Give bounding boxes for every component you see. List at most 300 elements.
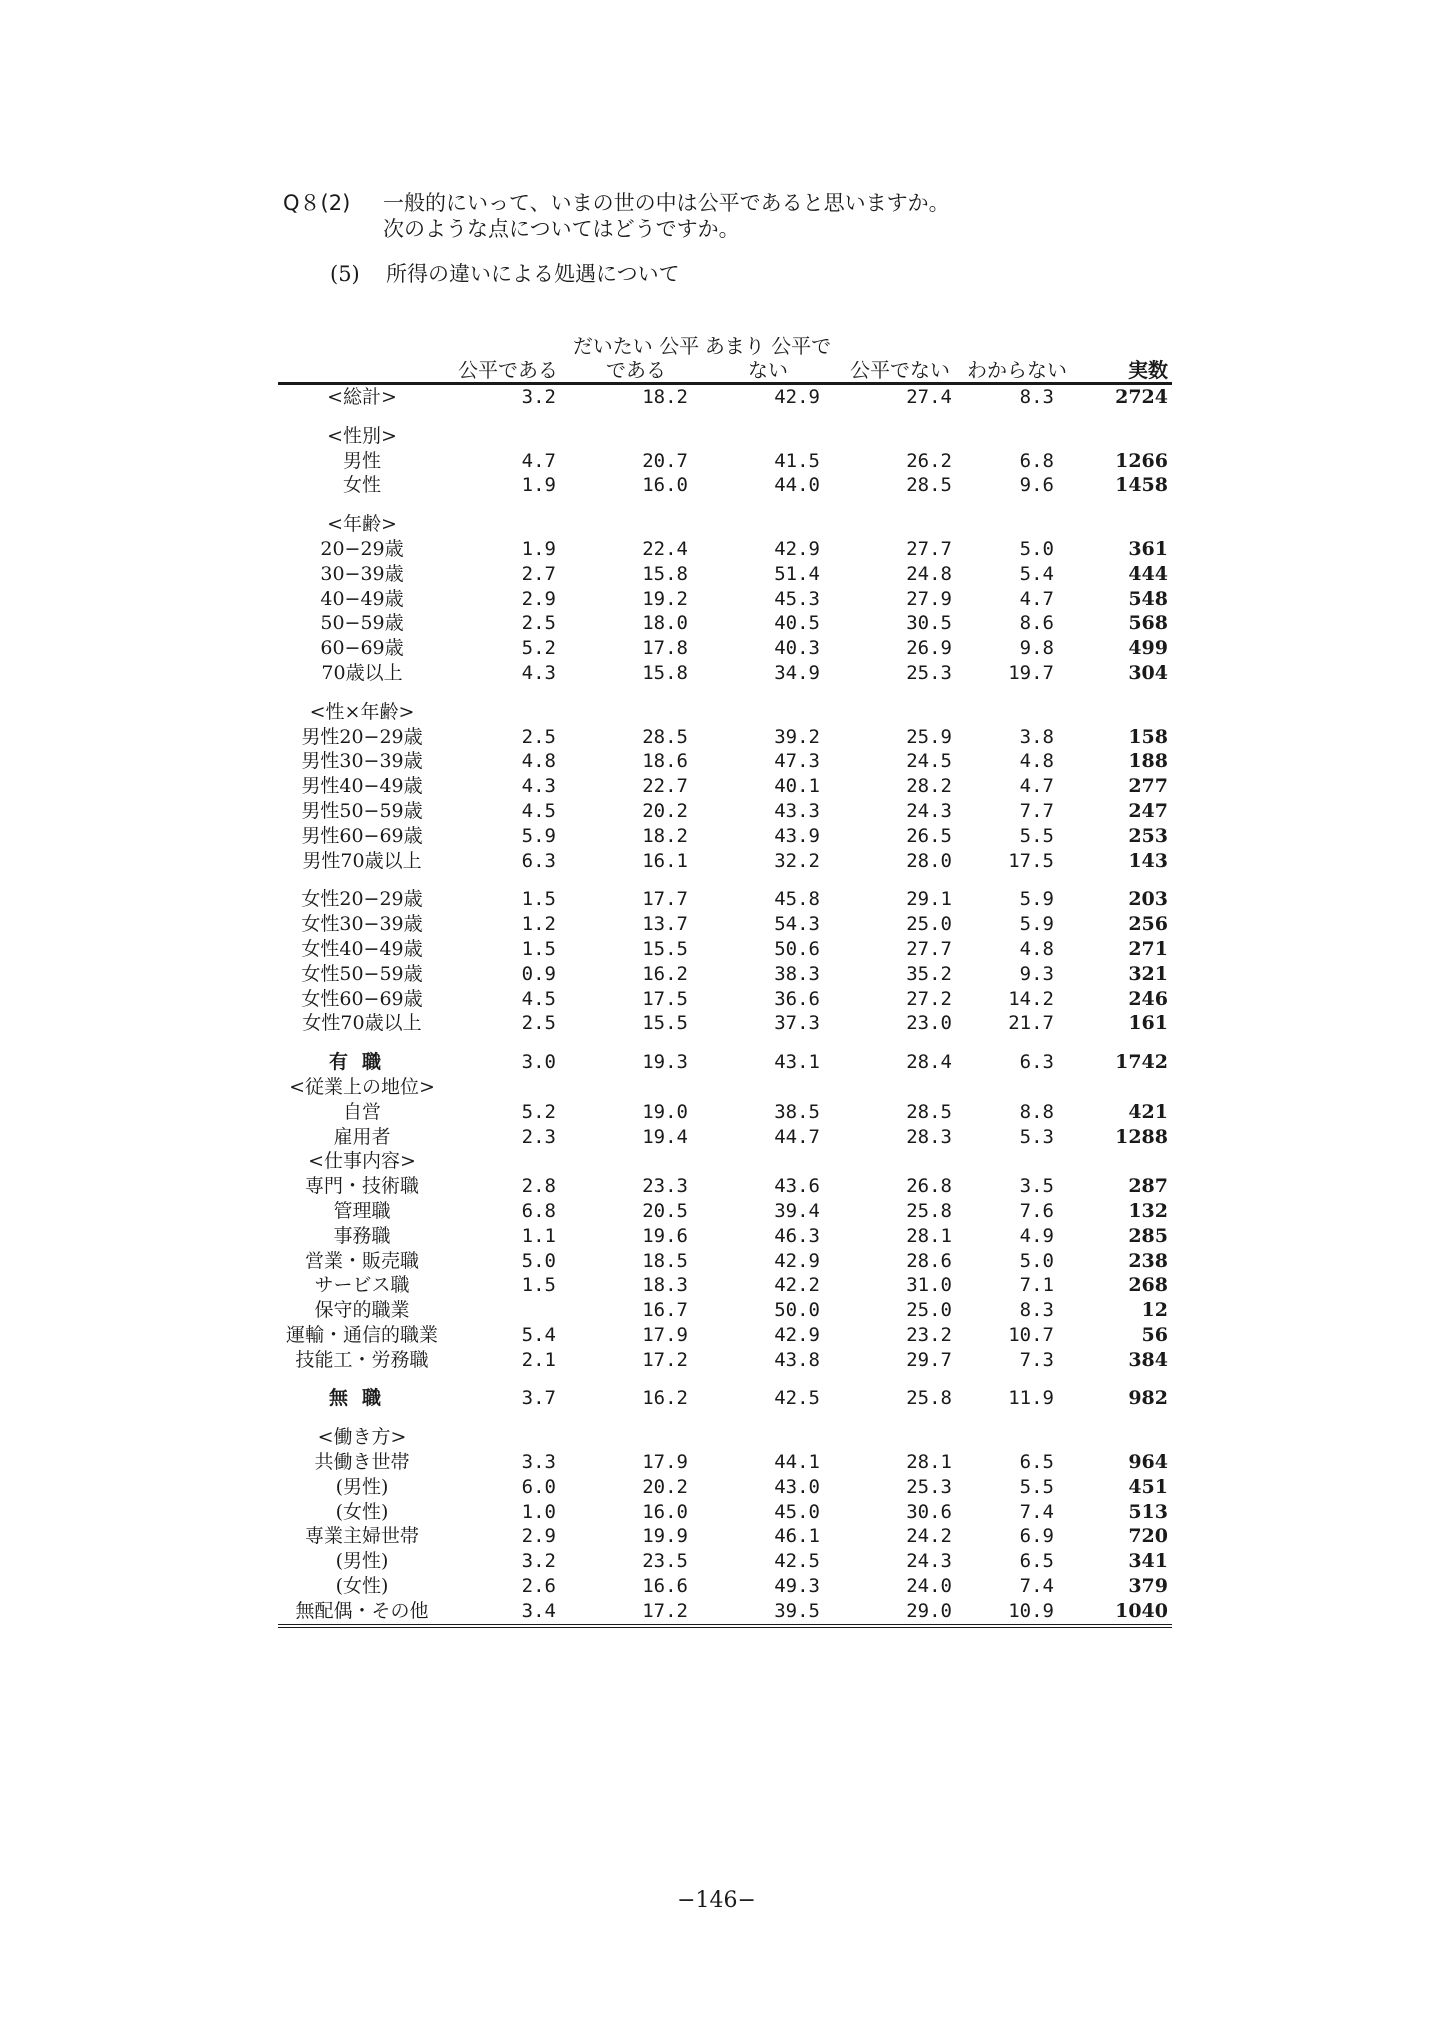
row-label: 20−29歳 bbox=[320, 537, 404, 560]
cell-count: 285 bbox=[1128, 1224, 1168, 1247]
cell-c3: 39.5 bbox=[774, 1599, 820, 1622]
cell-c4: 24.2 bbox=[906, 1525, 952, 1548]
cell-c1: 1.1 bbox=[521, 1224, 556, 1247]
cell-c4: 26.2 bbox=[906, 449, 952, 472]
cell-c2 bbox=[570, 1149, 702, 1174]
cell-c2: 13.7 bbox=[642, 913, 688, 936]
row-label: <総計> bbox=[327, 386, 397, 408]
cell-c1: 2.1 bbox=[521, 1348, 556, 1371]
cell-c4 bbox=[834, 424, 966, 449]
cell-c4: 24.8 bbox=[906, 562, 952, 585]
cell-c2: 16.0 bbox=[642, 474, 688, 497]
cell-c3: 39.2 bbox=[774, 725, 820, 748]
table-row bbox=[278, 799, 1172, 824]
cell-c1: 3.4 bbox=[521, 1599, 556, 1622]
cell-c1: 5.0 bbox=[521, 1249, 556, 1272]
cell-c3: 43.0 bbox=[774, 1475, 820, 1498]
cell-count: 246 bbox=[1128, 987, 1168, 1010]
row-label: 女性40−49歳 bbox=[301, 937, 423, 960]
row-label: 自営 bbox=[342, 1100, 381, 1123]
row-label: 30−39歳 bbox=[320, 562, 404, 585]
cell-c1: 5.4 bbox=[521, 1323, 556, 1346]
cell-c4: 25.0 bbox=[906, 1299, 952, 1322]
cell-c2: 22.4 bbox=[642, 537, 688, 560]
cell-c3: 42.9 bbox=[774, 386, 820, 408]
row-label: 男性20−29歳 bbox=[301, 725, 423, 748]
cell-c1: 2.5 bbox=[521, 725, 556, 748]
cell-c3: 32.2 bbox=[774, 849, 820, 872]
cell-c3: 42.2 bbox=[774, 1274, 820, 1297]
cell-c5: 9.8 bbox=[1019, 637, 1054, 660]
cell-count bbox=[1068, 512, 1172, 537]
cell-c1: 1.2 bbox=[521, 913, 556, 936]
table-row bbox=[278, 1125, 1172, 1150]
cell-c1: 2.7 bbox=[521, 562, 556, 585]
table-row bbox=[278, 562, 1172, 587]
cell-c3: 40.3 bbox=[774, 637, 820, 660]
spacer-row bbox=[278, 873, 1172, 887]
cell-c4: 35.2 bbox=[906, 962, 952, 985]
cell-c5: 9.6 bbox=[1019, 474, 1054, 497]
cell-c2: 18.3 bbox=[642, 1274, 688, 1297]
table-row bbox=[278, 1500, 1172, 1525]
spacer-row bbox=[278, 410, 1172, 424]
table-row bbox=[278, 1323, 1172, 1348]
cell-c3: 42.9 bbox=[774, 1249, 820, 1272]
cell-c1 bbox=[446, 512, 570, 537]
cell-count: 2724 bbox=[1115, 386, 1168, 408]
cell-count: 548 bbox=[1128, 587, 1168, 610]
cell-c1: 3.2 bbox=[521, 1550, 556, 1573]
cell-c4: 30.6 bbox=[906, 1500, 952, 1523]
cell-count: 287 bbox=[1128, 1175, 1168, 1198]
cell-c3: 38.3 bbox=[774, 962, 820, 985]
cell-count: 1742 bbox=[1115, 1051, 1168, 1074]
cell-c5: 3.8 bbox=[1019, 725, 1054, 748]
spacer-row bbox=[278, 1411, 1172, 1425]
row-label: 女性70歳以上 bbox=[302, 1012, 422, 1035]
cell-c4: 25.3 bbox=[906, 1475, 952, 1498]
cell-c5: 6.5 bbox=[1019, 1550, 1054, 1573]
table-row bbox=[278, 1599, 1172, 1626]
cell-c3: 47.3 bbox=[774, 750, 820, 773]
cell-c5: 5.5 bbox=[1019, 824, 1054, 847]
cell-c1 bbox=[446, 1298, 570, 1323]
cell-c4: 28.1 bbox=[906, 1451, 952, 1474]
cell-c4: 28.2 bbox=[906, 775, 952, 798]
row-label: (女性) bbox=[335, 1575, 389, 1598]
header-c5: わからない bbox=[967, 358, 1067, 382]
sub-question-text: 所得の違いによる処遇について bbox=[386, 262, 680, 286]
cell-c3: 37.3 bbox=[774, 1012, 820, 1035]
cell-c1: 4.3 bbox=[521, 775, 556, 798]
spacer-row bbox=[278, 498, 1172, 512]
cell-c3: 51.4 bbox=[774, 562, 820, 585]
cell-c3: 42.5 bbox=[774, 1550, 820, 1573]
cell-c2: 17.2 bbox=[642, 1599, 688, 1622]
header-label-col bbox=[278, 328, 446, 384]
cell-c4: 25.9 bbox=[906, 725, 952, 748]
cell-c4: 24.3 bbox=[906, 1550, 952, 1573]
cell-c4: 24.5 bbox=[906, 750, 952, 773]
row-label: 女性60−69歳 bbox=[301, 987, 423, 1010]
cell-c2: 19.0 bbox=[642, 1100, 688, 1123]
header-count: 実数 bbox=[1128, 358, 1168, 382]
cell-count: 321 bbox=[1128, 962, 1168, 985]
row-label: <性別> bbox=[327, 424, 397, 447]
cell-c4: 28.6 bbox=[906, 1249, 952, 1272]
cell-c5: 3.5 bbox=[1019, 1175, 1054, 1198]
cell-c3: 40.1 bbox=[774, 775, 820, 798]
cell-c2: 16.6 bbox=[642, 1575, 688, 1598]
cell-c5: 6.5 bbox=[1019, 1451, 1054, 1474]
cell-c1: 1.9 bbox=[521, 537, 556, 560]
cell-c5: 6.9 bbox=[1019, 1525, 1054, 1548]
cell-c4: 28.0 bbox=[906, 849, 952, 872]
sub-question-number: (5) bbox=[330, 262, 360, 286]
row-label: 管理職 bbox=[333, 1199, 391, 1222]
cell-count: 304 bbox=[1128, 661, 1168, 684]
cell-c1 bbox=[446, 424, 570, 449]
row-label: 男性40−49歳 bbox=[301, 775, 423, 798]
cell-c1: 3.3 bbox=[521, 1451, 556, 1474]
cell-c5 bbox=[966, 1075, 1068, 1100]
cell-c4: 28.5 bbox=[906, 474, 952, 497]
cell-c2: 18.2 bbox=[642, 824, 688, 847]
table-row bbox=[278, 1273, 1172, 1298]
table-row bbox=[278, 537, 1172, 562]
cell-c2: 17.9 bbox=[642, 1451, 688, 1474]
sub-question bbox=[330, 258, 680, 288]
row-label: 保守的職業 bbox=[314, 1299, 410, 1322]
cell-c3: 49.3 bbox=[774, 1575, 820, 1598]
spacer-cell bbox=[278, 498, 1172, 512]
table-row bbox=[278, 1249, 1172, 1274]
cell-c2: 20.2 bbox=[642, 1475, 688, 1498]
cell-c1: 4.5 bbox=[521, 987, 556, 1010]
cell-c2: 16.7 bbox=[642, 1299, 688, 1322]
row-label: 技能工・労務職 bbox=[295, 1348, 429, 1371]
table-row bbox=[278, 912, 1172, 937]
cell-c4 bbox=[834, 700, 966, 725]
cell-count: 384 bbox=[1128, 1348, 1168, 1371]
cell-c3 bbox=[702, 1075, 834, 1100]
cell-count bbox=[1068, 424, 1172, 449]
table-row bbox=[278, 749, 1172, 774]
table-header-row bbox=[278, 328, 1172, 384]
cell-c5: 11.9 bbox=[1008, 1387, 1054, 1410]
cell-c5: 5.9 bbox=[1019, 913, 1054, 936]
row-label: <従業上の地位> bbox=[289, 1075, 435, 1098]
table-row bbox=[278, 937, 1172, 962]
cell-c3: 39.4 bbox=[774, 1199, 820, 1222]
cell-count: 568 bbox=[1128, 612, 1168, 635]
cell-c1: 2.9 bbox=[521, 1525, 556, 1548]
table-row bbox=[278, 887, 1172, 912]
cell-count: 188 bbox=[1128, 750, 1168, 773]
cell-c1: 2.3 bbox=[521, 1125, 556, 1148]
row-label: 女性20−29歳 bbox=[301, 888, 423, 911]
row-label: <性×年齢> bbox=[309, 700, 415, 723]
cell-c2: 16.2 bbox=[642, 962, 688, 985]
cell-c3: 44.1 bbox=[774, 1451, 820, 1474]
row-label: 男性70歳以上 bbox=[302, 849, 422, 872]
table-row bbox=[278, 700, 1172, 725]
cell-c2: 18.5 bbox=[642, 1249, 688, 1272]
table-row bbox=[278, 1050, 1172, 1075]
table-row bbox=[278, 611, 1172, 636]
cell-c1: 4.5 bbox=[521, 799, 556, 822]
cell-c4: 27.9 bbox=[906, 587, 952, 610]
cell-c3: 42.9 bbox=[774, 1323, 820, 1346]
cell-c4: 29.0 bbox=[906, 1599, 952, 1622]
cell-c5: 10.7 bbox=[1008, 1323, 1054, 1346]
cell-c4 bbox=[834, 1425, 966, 1450]
cell-c2: 16.0 bbox=[642, 1500, 688, 1523]
cell-c3: 46.1 bbox=[774, 1525, 820, 1548]
table-row bbox=[278, 1100, 1172, 1125]
cell-c5: 8.3 bbox=[1019, 386, 1054, 408]
row-label: 無配偶・その他 bbox=[295, 1599, 429, 1622]
cell-c4: 24.0 bbox=[906, 1575, 952, 1598]
cell-c5: 7.7 bbox=[1019, 799, 1054, 822]
spacer-cell bbox=[278, 1411, 1172, 1425]
cell-c4: 25.3 bbox=[906, 661, 952, 684]
cell-c1 bbox=[446, 700, 570, 725]
cell-c1: 5.2 bbox=[521, 1100, 556, 1123]
cell-count: 56 bbox=[1141, 1323, 1168, 1346]
cell-c3: 45.0 bbox=[774, 1500, 820, 1523]
cell-c3: 43.9 bbox=[774, 824, 820, 847]
row-label: 共働き世帯 bbox=[314, 1451, 410, 1474]
row-label: <働き方> bbox=[317, 1426, 407, 1449]
table-row bbox=[278, 384, 1172, 410]
cell-c5: 19.7 bbox=[1008, 661, 1054, 684]
cell-c1: 6.0 bbox=[521, 1475, 556, 1498]
cell-count: 1266 bbox=[1115, 449, 1168, 472]
cell-c4: 28.4 bbox=[906, 1051, 952, 1074]
cell-c4: 27.7 bbox=[906, 937, 952, 960]
table-row bbox=[278, 774, 1172, 799]
row-label: 50−59歳 bbox=[320, 612, 404, 635]
cell-count: 132 bbox=[1128, 1199, 1168, 1222]
table-row bbox=[278, 1574, 1172, 1599]
cell-count: 143 bbox=[1128, 849, 1168, 872]
cell-c5: 7.1 bbox=[1019, 1274, 1054, 1297]
header-c4: 公平でない bbox=[850, 358, 950, 382]
cell-c1: 4.3 bbox=[521, 661, 556, 684]
cell-c5: 6.8 bbox=[1019, 449, 1054, 472]
cell-c3: 40.5 bbox=[774, 612, 820, 635]
cell-count: 277 bbox=[1128, 775, 1168, 798]
cell-c5: 17.5 bbox=[1008, 849, 1054, 872]
spacer-cell bbox=[278, 410, 1172, 424]
cell-c5: 4.7 bbox=[1019, 587, 1054, 610]
cell-c4: 27.4 bbox=[906, 386, 952, 408]
cell-c2: 18.2 bbox=[642, 386, 688, 408]
cell-c1: 1.9 bbox=[521, 474, 556, 497]
row-label: 運輸・通信的職業 bbox=[285, 1323, 438, 1346]
cell-c5: 5.0 bbox=[1019, 537, 1054, 560]
cell-c5: 7.4 bbox=[1019, 1575, 1054, 1598]
cell-c2: 19.4 bbox=[642, 1125, 688, 1148]
cell-c5: 5.9 bbox=[1019, 888, 1054, 911]
cell-c4: 25.8 bbox=[906, 1387, 952, 1410]
cell-c1: 4.8 bbox=[521, 750, 556, 773]
cell-count: 256 bbox=[1128, 913, 1168, 936]
cell-c2: 15.8 bbox=[642, 661, 688, 684]
cell-count: 499 bbox=[1128, 637, 1168, 660]
table-row bbox=[278, 587, 1172, 612]
table-body bbox=[278, 384, 1172, 1626]
cell-c3: 50.6 bbox=[774, 937, 820, 960]
cell-c5: 4.8 bbox=[1019, 937, 1054, 960]
cell-c4: 23.0 bbox=[906, 1012, 952, 1035]
cell-c4 bbox=[834, 1149, 966, 1174]
cell-count: 513 bbox=[1128, 1500, 1168, 1523]
cell-count: 203 bbox=[1128, 888, 1168, 911]
cell-count bbox=[1068, 1075, 1172, 1100]
table-row bbox=[278, 661, 1172, 686]
cell-c5: 9.3 bbox=[1019, 962, 1054, 985]
cell-c1: 1.5 bbox=[521, 937, 556, 960]
table-row bbox=[278, 1475, 1172, 1500]
header-c1: 公平である bbox=[458, 358, 558, 382]
cell-c2: 17.5 bbox=[642, 987, 688, 1010]
row-label: 専門・技術職 bbox=[304, 1175, 419, 1198]
cell-c1: 2.5 bbox=[521, 612, 556, 635]
cell-count: 444 bbox=[1128, 562, 1168, 585]
cell-c5: 6.3 bbox=[1019, 1051, 1054, 1074]
table-row bbox=[278, 1425, 1172, 1450]
cell-c1: 1.0 bbox=[521, 1500, 556, 1523]
cell-c3: 34.9 bbox=[774, 661, 820, 684]
table-row bbox=[278, 1450, 1172, 1475]
table-row bbox=[278, 1298, 1172, 1323]
row-label: 60−69歳 bbox=[320, 637, 404, 660]
cell-c4: 27.7 bbox=[906, 537, 952, 560]
cell-c1: 0.9 bbox=[521, 962, 556, 985]
cell-c4 bbox=[834, 1075, 966, 1100]
cell-c4: 27.2 bbox=[906, 987, 952, 1010]
cell-c1: 2.9 bbox=[521, 587, 556, 610]
cell-c2: 15.5 bbox=[642, 937, 688, 960]
cell-c3: 36.6 bbox=[774, 987, 820, 1010]
cell-c1: 3.2 bbox=[521, 386, 556, 408]
row-label: 男性 bbox=[342, 449, 381, 472]
cell-count: 964 bbox=[1128, 1451, 1168, 1474]
cell-c4: 25.0 bbox=[906, 913, 952, 936]
table-row bbox=[278, 1149, 1172, 1174]
results-table bbox=[278, 328, 1172, 1628]
cell-c1: 3.7 bbox=[521, 1387, 556, 1410]
cell-c2: 23.3 bbox=[642, 1175, 688, 1198]
cell-count: 158 bbox=[1128, 725, 1168, 748]
cell-c2: 20.7 bbox=[642, 449, 688, 472]
cell-c4: 23.2 bbox=[906, 1323, 952, 1346]
cell-c5: 5.0 bbox=[1019, 1249, 1054, 1272]
cell-c1: 2.6 bbox=[521, 1575, 556, 1598]
cell-c2 bbox=[570, 1075, 702, 1100]
cell-c2 bbox=[570, 512, 702, 537]
table-row bbox=[278, 962, 1172, 987]
cell-count: 161 bbox=[1128, 1012, 1168, 1035]
cell-c2: 16.1 bbox=[642, 849, 688, 872]
cell-c1: 4.7 bbox=[521, 449, 556, 472]
spacer-cell bbox=[278, 1036, 1172, 1050]
cell-c2: 16.2 bbox=[642, 1387, 688, 1410]
cell-c5: 4.7 bbox=[1019, 775, 1054, 798]
table-row bbox=[278, 824, 1172, 849]
cell-c5: 5.3 bbox=[1019, 1125, 1054, 1148]
cell-c3: 43.6 bbox=[774, 1175, 820, 1198]
cell-c1: 5.2 bbox=[521, 637, 556, 660]
cell-c5: 4.8 bbox=[1019, 750, 1054, 773]
cell-c4: 25.8 bbox=[906, 1199, 952, 1222]
cell-c1: 6.8 bbox=[521, 1199, 556, 1222]
row-label: 40−49歳 bbox=[320, 587, 404, 610]
cell-count bbox=[1068, 1425, 1172, 1450]
cell-count: 268 bbox=[1128, 1274, 1168, 1297]
page-number: −146− bbox=[677, 1888, 756, 1913]
row-label: 男性30−39歳 bbox=[301, 750, 423, 773]
row-label: 女性 bbox=[342, 474, 381, 497]
row-label: <仕事内容> bbox=[308, 1150, 416, 1173]
row-label: (女性) bbox=[335, 1500, 389, 1523]
cell-c3: 43.1 bbox=[774, 1051, 820, 1074]
cell-count: 1040 bbox=[1115, 1599, 1168, 1622]
spacer-row bbox=[278, 686, 1172, 700]
table-row bbox=[278, 424, 1172, 449]
cell-c3: 41.5 bbox=[774, 449, 820, 472]
cell-c2 bbox=[570, 1425, 702, 1450]
cell-c5 bbox=[966, 424, 1068, 449]
cell-c1: 1.5 bbox=[521, 888, 556, 911]
cell-c5 bbox=[966, 1425, 1068, 1450]
cell-c4: 29.7 bbox=[906, 1348, 952, 1371]
cell-c5: 5.4 bbox=[1019, 562, 1054, 585]
cell-count: 341 bbox=[1128, 1550, 1168, 1573]
spacer-cell bbox=[278, 873, 1172, 887]
cell-c3 bbox=[702, 1425, 834, 1450]
cell-c3: 45.3 bbox=[774, 587, 820, 610]
table-row bbox=[278, 636, 1172, 661]
cell-c5 bbox=[966, 700, 1068, 725]
cell-c2: 17.9 bbox=[642, 1323, 688, 1346]
cell-c1: 2.5 bbox=[521, 1012, 556, 1035]
cell-c2: 18.6 bbox=[642, 750, 688, 773]
row-label: 70歳以上 bbox=[321, 661, 403, 684]
cell-count bbox=[1068, 1149, 1172, 1174]
cell-c5: 21.7 bbox=[1008, 1012, 1054, 1035]
cell-c3: 46.3 bbox=[774, 1224, 820, 1247]
cell-c3: 43.8 bbox=[774, 1348, 820, 1371]
cell-count: 421 bbox=[1128, 1100, 1168, 1123]
cell-c2: 19.3 bbox=[642, 1051, 688, 1074]
cell-count: 720 bbox=[1128, 1525, 1168, 1548]
cell-c4: 24.3 bbox=[906, 799, 952, 822]
cell-c3: 38.5 bbox=[774, 1100, 820, 1123]
cell-c2: 15.5 bbox=[642, 1012, 688, 1035]
row-label: サービス職 bbox=[314, 1274, 410, 1297]
cell-c2: 15.8 bbox=[642, 562, 688, 585]
cell-count: 238 bbox=[1128, 1249, 1168, 1272]
cell-c3 bbox=[702, 512, 834, 537]
row-label: 営業・販売職 bbox=[304, 1249, 419, 1272]
cell-c2: 19.6 bbox=[642, 1224, 688, 1247]
row-label: 事務職 bbox=[333, 1224, 391, 1247]
cell-c5: 4.9 bbox=[1019, 1224, 1054, 1247]
